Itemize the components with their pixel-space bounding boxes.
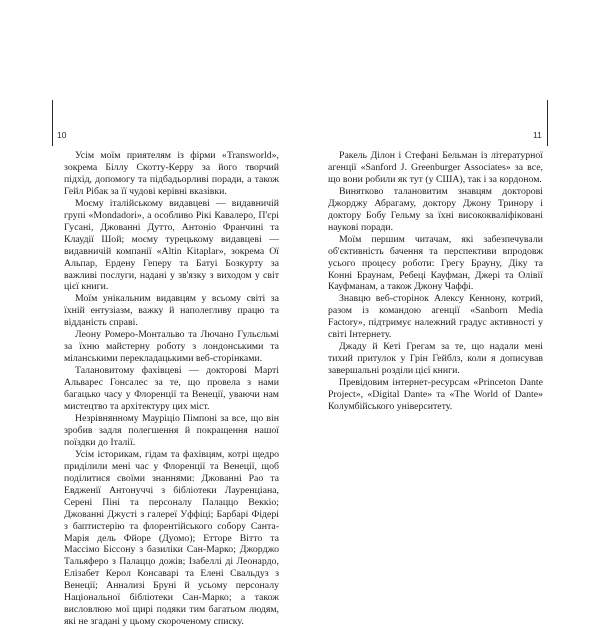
right-page-text (328, 150, 543, 413)
right-page-number: 11 (533, 130, 542, 140)
left-margin-rule (52, 100, 53, 146)
left-page-text (64, 150, 279, 628)
paragraph: Усім моїм приятелям із фірми «Transworld», зокрема Біллу Скотту-Керру за його творчий підхід, допомогу та підбадьорливі поради, а також Гейл Рібак за її чудові керівні вказівки. (64, 150, 279, 197)
paragraph: Моїм першим читачам, які забезпечували об'єктивність бачення та перспективи впродовж усього процесу роботи: Грегу Брауну, Діку та Конні Браунам, Ребеці Кауфман, Джері та Олівії Кауфманам, а також Джону Чаффі. (328, 233, 543, 293)
paragraph: Моєму італійському видавцеві — видавничій групі «Mondadori», а особливо Рікі Кавалеро, П'єрі Гусані, Джованні Дутто, Антоніо Франчині та Клаудії Шой; моєму турецькому видавцеві — видавничій компанії «Altin Kitaplar», зокрема Ої Альпар, Ердену Геперу та Батуі Бозкурту за важливі послуги, надані у зв'язку з виходом у світ цієї книги. (64, 197, 279, 293)
paragraph: Джаду й Кеті Грегам за те, що надали мені тихий притулок у Грін Гейблз, коли я дописував завершальні розділи цієї книги. (328, 341, 543, 377)
paragraph: Леону Ромеро-Монтальво та Лючано Гульєльмі за їхню майстерну роботу з лондонськими та міланськими перекладацькими веб-сторінками. (64, 329, 279, 365)
paragraph: Винятково талановитим знавцям докторові Джорджу Абрагаму, доктору Джону Тринору і доктору Бобу Гельму за їхні висококваліфіковані наукові поради. (328, 185, 543, 233)
paragraph: Ракель Ділон і Стефані Бельман із літературної агенції «Sanford J. Greenburger Associates» за все, що вони робили як тут (у США), так і за кордоном. (328, 150, 543, 185)
paragraph: Превідовим інтернет-ресурсам «Princeton Dante Project», «Digital Dante» та «The World of Dante» Колумбійського університету. (328, 377, 543, 413)
left-page-number: 10 (57, 130, 67, 140)
paragraph: Знавцю веб-сторінок Алексу Кеннону, котрий, разом із командою агенції «Sanborn Media Factory», підтримує належний градус активності у світі Інтернету. (328, 293, 543, 341)
right-margin-rule (547, 100, 548, 146)
paragraph: Талановитому фахівцеві — докторові Марті Альварес Гонсалес за те, що провела з нами багацько часу у Флоренції та Венеції, уваючи нам мистецтво та архітектуру цих міст. (64, 365, 279, 413)
paragraph: Незрівнянному Мауріціо Пімпоні за все, що він зробив задля полегшення й покращення нашої поїздки до Італії. (64, 412, 279, 448)
paragraph: Моїм унікальним видавцям у всьому світі за їхній ентузіазм, важку й наполегливу працю та відданість справі. (64, 293, 279, 329)
paragraph: Усім історикам, гідам та фахівцям, котрі щедро приділили мені час у Флоренції та Венеції, щоб поділитися своїми знаннями: Джованні Рао та Евдженії Антонуччі з бібліотеки Лауренціана, Серені Піні та персоналу Палаццо Веккіо; Джованні Джусті з галереї Уффіці; Барбарі Фідері з баптистерію та флорентійського собору Санта-Марія дель Фйоре (Дуомо); Етторе Вітто та Массімо Біссону з базиліки Сан-Марко; Джорджо Тальяферо з Палаццо дожів; Ізабеллі ді Леонардо, Елізабет Керол Консаварі та Елені Свальдуз з Венеції; Аннализі Бруні й усьому персоналу Національної бібліотеки Сан-Марко; а також висловлюю мої щирі подяки тим багатьом людям, які не згадані у цьому скороченому списку. (64, 448, 279, 628)
